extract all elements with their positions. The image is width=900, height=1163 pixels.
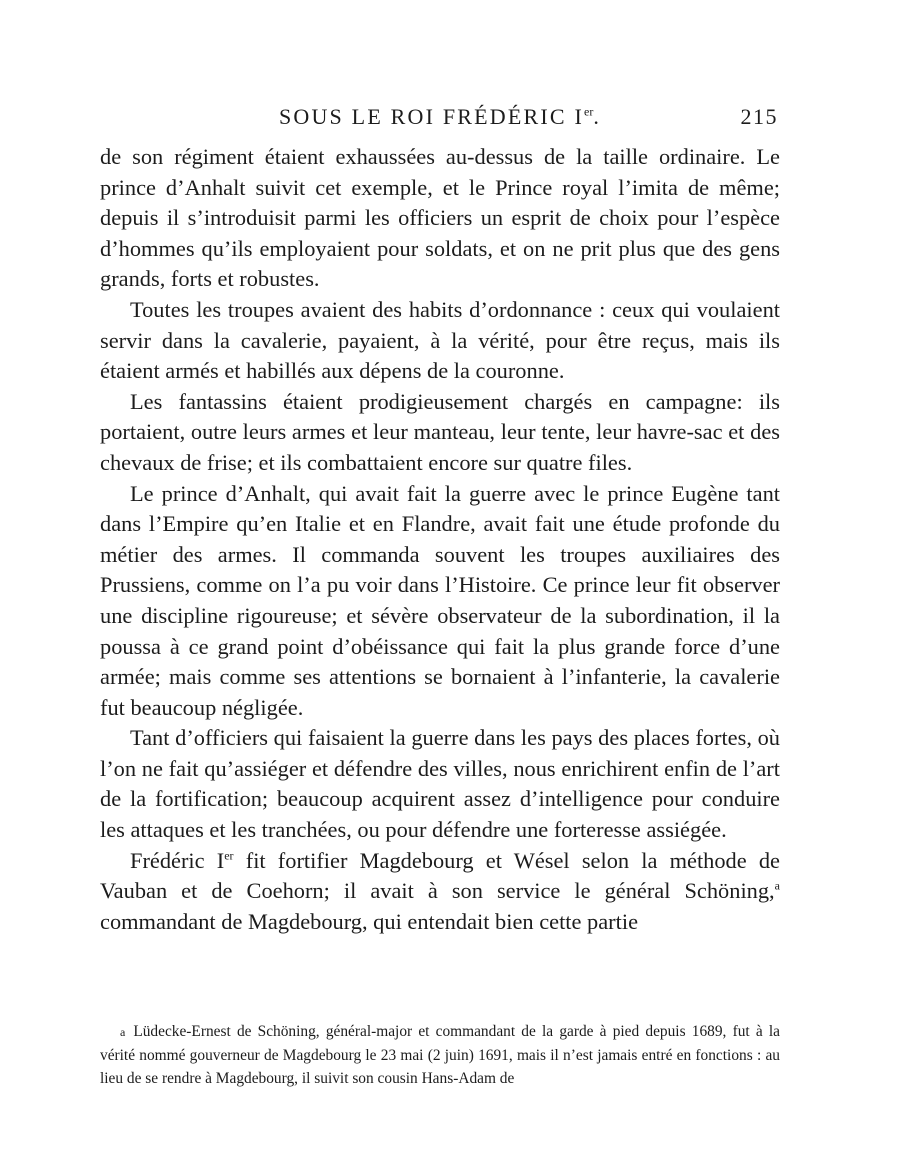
paragraph-4: Le prince d’Anhalt, qui avait fait la guerre avec le prince Eugène tant dans l’Empire qu’en Italie et en Flandre, avait fait une étude profonde du métier des armes. Il commanda souvent les troupes auxiliaires des Prussiens, comme on l’a pu voir dans l’Histoire. Ce prince leur fit observer une discipline rigoureuse; et sévère observateur de la subordination, il la poussa à ce grand point d’obéissance qui fait la plus grande force d’une armée; mais comme ses attentions se bornaient à l’infanterie, la cavalerie fut beaucoup négligée. (100, 480, 780, 720)
paragraph-5: Tant d’officiers qui faisaient la guerre dans les pays des places fortes, où l’on ne fait qu’assiéger et défendre des villes, nous enrichirent enfin de l’art de la fortification; beaucoup acquirent assez d’intelligence pour conduire les attaques et les tranchées, ou pour défendre une forteresse assiégée. (100, 725, 780, 843)
paragraph-6-superscript: er (224, 848, 234, 863)
paragraph-6-start: Frédéric I (130, 847, 225, 873)
paragraph-3: Les fantassins étaient prodigieusement chargés en campagne: ils portaient, outre leurs armes et leur manteau, leur tente, leur havre-sac et des chevaux de frise; et ils combattaient encore sur quatre files. (100, 388, 780, 475)
running-head (100, 104, 780, 136)
paragraph-2: Toutes les troupes avaient des habits d’ordonnance : ceux qui voulaient servir dans la cavalerie, payaient, à la vérité, pour être reçus, mais ils étaient armés et habillés aux dépens de la couronne. (100, 296, 780, 384)
paragraph-1: de son régiment étaient exhaussées au-dessus de la taille ordinaire. Le prince d’Anhalt suivit cet exemple, et le Prince royal l’imita de même; depuis il s’introduisit parmi les officiers un esprit de choix pour l’espèce d’hommes qu’ils employaient pour soldats, et on ne prit plus que des gens grands, forts et robustes. (100, 144, 780, 292)
paragraph-6-middle: fit fortifier Magdebourg et Wésel selon la méthode de Vauban et de Coehorn; il avait à son service le général Schöning, (100, 847, 780, 904)
running-title (100, 104, 780, 130)
footnotes (100, 1020, 780, 1090)
footnote-reference: a (774, 878, 780, 893)
paragraph-6 (100, 846, 780, 938)
running-title-period: . (593, 104, 602, 129)
page-number: 215 (740, 104, 778, 129)
body-text (100, 142, 780, 937)
footnote-text: Lüdecke-Ernest de Schöning, général-major et commandant de la garde à pied depuis 1689, fut à la vérité nommé gouverneur de Magdebourg le 23 mai (2 juin) 1691, mais il n’est jamais entré en fonctions : au lieu de se rendre à Magdebourg, il suivit son cousin Hans-Adam de (100, 1023, 780, 1087)
footnote-marker: a (120, 1025, 126, 1039)
footnote-a (100, 1020, 780, 1090)
running-title-text: SOUS LE ROI FRÉDÉRIC I (278, 104, 585, 129)
running-title-superscript: er (584, 104, 594, 119)
paragraph-6-end: commandant de Magdebourg, qui entendait bien cette partie (100, 908, 639, 934)
